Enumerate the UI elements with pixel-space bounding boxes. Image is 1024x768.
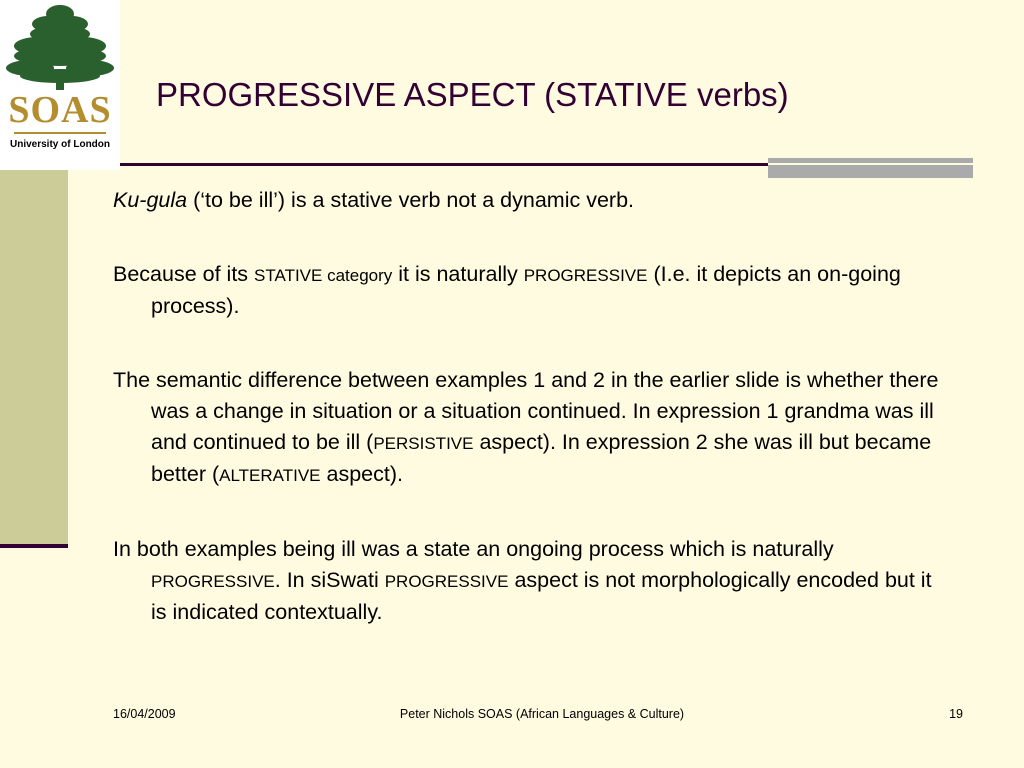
tree-icon: [0, 0, 120, 95]
page-number: 19: [949, 707, 963, 721]
slide-title: PROGRESSIVE ASPECT (STATIVE verbs): [156, 76, 789, 113]
paragraph-text: (I.e. it depicts an on-going process).: [151, 262, 901, 318]
small-caps-term: STATIVE category: [254, 266, 393, 285]
bullet-paragraph-2: [113, 259, 953, 322]
bullet-paragraph-1: [113, 185, 953, 216]
paragraph-text: (‘to be ill’) is a stative verb not a dynamic verb.: [187, 188, 635, 212]
sidebar-bottom-rule: [0, 544, 68, 548]
soas-logo: [0, 0, 120, 170]
small-caps-term: PROGRESSIVE: [523, 266, 648, 285]
term-ku-gula: Ku-gula: [113, 188, 188, 212]
paragraph-text: The semantic difference between examples 1 and 2 in the earlier slide is whether there was a change in situation or a situation continued. In expression 1 grandma was ill and continued to be ill (: [113, 368, 939, 454]
bullet-paragraph-3: [113, 365, 953, 491]
logo-wordmark: SOAS: [8, 89, 112, 131]
small-caps-term: PROGRESSIVE: [151, 572, 275, 591]
small-caps-term: PROGRESSIVE: [384, 572, 509, 591]
paragraph-text: aspect is not morphologically encoded but it is indicated contextually.: [151, 568, 932, 624]
left-sidebar-band: [0, 170, 68, 545]
small-caps-term: PERSISTIVE: [373, 434, 474, 453]
paragraph-text: In both examples being ill was a state an ongoing process which is naturally: [113, 537, 834, 561]
footer-date: 16/04/2009: [113, 707, 176, 721]
logo-subtitle: University of London: [10, 139, 110, 150]
logo-divider: [14, 132, 106, 134]
paragraph-text: aspect).: [320, 462, 403, 486]
paragraph-text: . In siSwati: [274, 568, 385, 592]
slide-body: [113, 185, 953, 671]
paragraph-text: it is naturally: [392, 262, 524, 286]
footer-author: Peter Nichols SOAS (African Languages & Culture): [399, 707, 685, 721]
paragraph-text: Because of its: [113, 262, 255, 286]
decorative-gray-bar: [768, 158, 973, 178]
paragraph-text: aspect). In expression 2 she was ill but became better (: [151, 430, 932, 486]
bullet-paragraph-4: [113, 534, 953, 628]
small-caps-term: ALTERATIVE: [219, 466, 321, 485]
